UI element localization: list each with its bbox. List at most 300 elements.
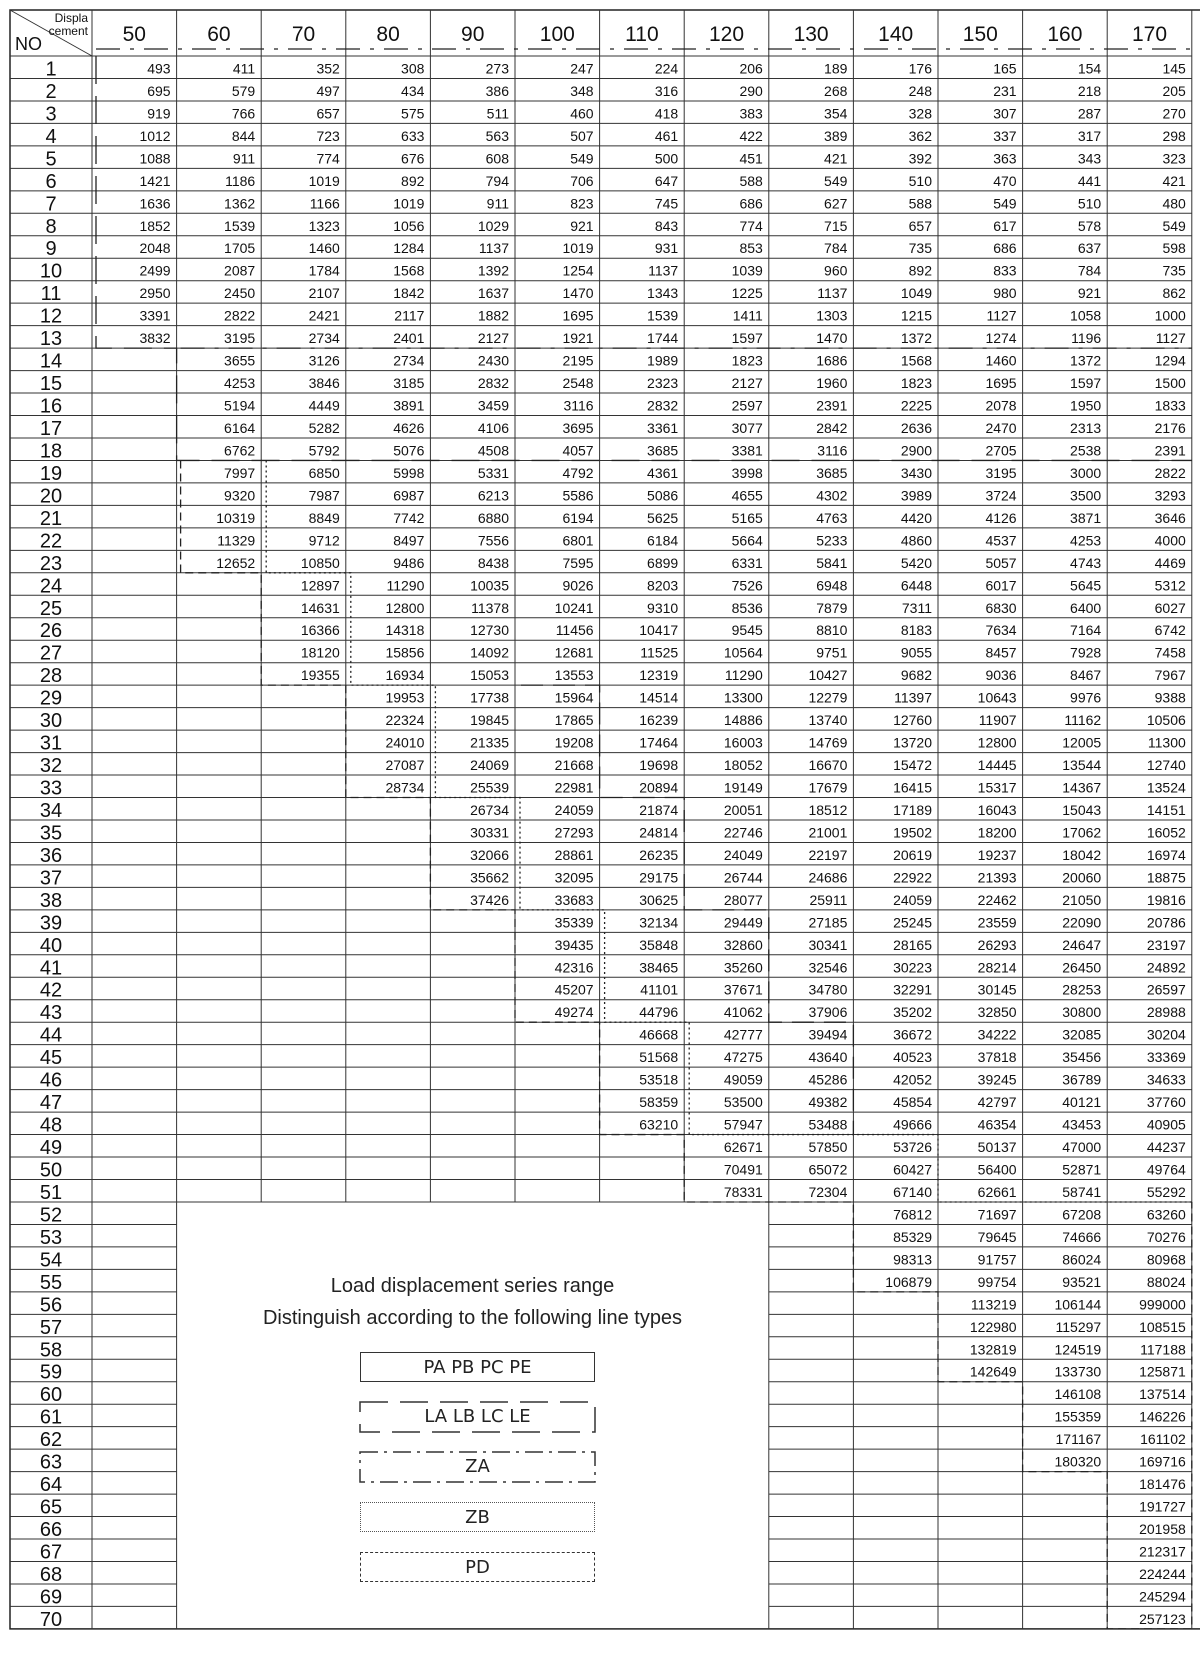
table-cell: 24069 <box>470 757 509 774</box>
row-number: 53 <box>39 1226 63 1249</box>
table-cell: 383 <box>739 105 763 122</box>
table-cell: 2822 <box>1154 464 1186 481</box>
table-cell: 12319 <box>639 667 679 684</box>
table-cell: 26450 <box>1062 959 1102 976</box>
row-number: 40 <box>39 934 63 957</box>
table-cell: 980 <box>993 285 1017 302</box>
table-cell: 28253 <box>1062 981 1102 998</box>
table-cell: 65072 <box>808 1161 848 1178</box>
row-number: 17 <box>39 417 63 440</box>
table-cell: 19502 <box>893 824 932 841</box>
table-cell: 39494 <box>808 1026 848 1043</box>
table-cell: 1137 <box>817 285 848 302</box>
table-cell: 1196 <box>1071 330 1102 347</box>
table-cell: 23197 <box>1146 936 1186 953</box>
table-cell: 11300 <box>1147 734 1186 751</box>
table-cell: 1833 <box>1154 397 1186 414</box>
row-number: 4 <box>45 125 57 148</box>
table-cell: 7595 <box>562 554 594 571</box>
table-cell: 386 <box>485 82 509 99</box>
table-cell: 6987 <box>393 487 425 504</box>
table-cell: 1225 <box>731 285 763 302</box>
row-number: 32 <box>39 755 63 778</box>
table-cell: 421 <box>824 150 848 167</box>
table-cell: 106144 <box>1054 1296 1102 1313</box>
table-cell: 1421 <box>139 172 171 189</box>
table-cell: 2900 <box>900 442 932 459</box>
table-cell: 461 <box>654 127 679 144</box>
table-cell: 14092 <box>470 644 509 661</box>
table-cell: 11290 <box>386 577 425 594</box>
table-cell: 1215 <box>900 307 932 324</box>
table-cell: 270 <box>1162 105 1186 122</box>
table-cell: 549 <box>570 150 594 167</box>
table-cell: 3500 <box>1070 487 1102 504</box>
table-cell: 507 <box>570 127 594 144</box>
row-number: 42 <box>39 979 63 1002</box>
table-cell: 745 <box>654 195 679 212</box>
table-cell: 10417 <box>639 622 679 639</box>
table-cell: 21335 <box>470 734 509 751</box>
table-cell: 411 <box>232 60 256 77</box>
table-cell: 93521 <box>1062 1273 1102 1290</box>
table-cell: 9310 <box>647 599 679 616</box>
table-cell: 7987 <box>308 487 340 504</box>
table-cell: 12279 <box>808 689 848 706</box>
table-cell: 2548 <box>562 375 594 392</box>
table-cell: 784 <box>824 240 848 257</box>
row-number: 45 <box>39 1047 63 1070</box>
table-cell: 12681 <box>554 644 594 661</box>
table-cell: 32095 <box>554 869 594 886</box>
table-cell: 460 <box>570 105 594 122</box>
table-cell: 9388 <box>1154 689 1186 706</box>
table-cell: 706 <box>570 172 594 189</box>
column-header: 160 <box>1047 23 1083 46</box>
table-cell: 7928 <box>1070 644 1102 661</box>
table-cell: 63260 <box>1146 1206 1186 1223</box>
table-cell: 549 <box>993 195 1017 212</box>
table-cell: 2401 <box>393 330 425 347</box>
table-cell: 257123 <box>1139 1610 1186 1627</box>
table-cell: 1823 <box>900 375 932 392</box>
table-cell: 3116 <box>817 442 848 459</box>
table-cell: 2430 <box>477 352 509 369</box>
table-cell: 563 <box>485 127 509 144</box>
table-cell: 1362 <box>224 195 256 212</box>
table-cell: 224 <box>654 60 679 77</box>
table-cell: 19816 <box>1146 891 1186 908</box>
table-cell: 24059 <box>554 801 594 818</box>
table-cell: 16934 <box>385 667 425 684</box>
row-number: 25 <box>39 597 63 620</box>
table-cell: 133730 <box>1054 1363 1102 1380</box>
row-number: 15 <box>39 373 63 396</box>
row-number: 59 <box>39 1361 63 1384</box>
table-cell: 14514 <box>639 689 679 706</box>
table-cell: 35202 <box>893 1004 932 1021</box>
table-cell: 15317 <box>977 779 1017 796</box>
table-cell: 686 <box>739 195 763 212</box>
table-cell: 647 <box>654 172 679 189</box>
row-number: 46 <box>39 1069 63 1092</box>
table-cell: 58741 <box>1062 1183 1102 1200</box>
table-cell: 1597 <box>731 330 763 347</box>
row-number: 37 <box>39 867 63 890</box>
table-cell: 34780 <box>808 981 848 998</box>
table-cell: 6213 <box>477 487 509 504</box>
table-cell: 578 <box>1077 217 1102 234</box>
table-cell: 26235 <box>639 846 679 863</box>
table-cell: 1056 <box>393 217 425 234</box>
table-cell: 362 <box>908 127 932 144</box>
row-number: 43 <box>39 1002 63 1025</box>
table-cell: 921 <box>570 217 594 234</box>
table-cell: 637 <box>1077 240 1102 257</box>
table-cell: 28734 <box>385 779 425 796</box>
table-cell: 1784 <box>308 262 340 279</box>
table-cell: 844 <box>231 127 256 144</box>
legend-dash-gap-line: LA LB LC LE <box>424 1406 531 1427</box>
table-cell: 8467 <box>1070 667 1102 684</box>
table-cell: 1744 <box>647 330 679 347</box>
table-cell: 3381 <box>731 442 763 459</box>
table-cell: 24647 <box>1062 936 1102 953</box>
table-cell: 5076 <box>393 442 425 459</box>
table-cell: 27185 <box>808 914 848 931</box>
table-cell: 1274 <box>985 330 1017 347</box>
table-cell: 15472 <box>893 757 932 774</box>
row-number: 24 <box>39 575 63 598</box>
table-cell: 2734 <box>393 352 425 369</box>
table-cell: 500 <box>654 150 679 167</box>
table-cell: 60427 <box>893 1161 932 1178</box>
table-cell: 1921 <box>562 330 594 347</box>
column-header: 120 <box>708 23 745 46</box>
table-cell: 290 <box>739 82 763 99</box>
table-cell: 13300 <box>723 689 763 706</box>
table-cell: 1705 <box>224 240 256 257</box>
table-cell: 231 <box>993 82 1017 99</box>
table-cell: 108515 <box>1139 1318 1186 1335</box>
table-cell: 6184 <box>647 532 679 549</box>
table-cell: 39245 <box>977 1071 1017 1088</box>
table-cell: 4420 <box>900 509 932 526</box>
table-cell: 125871 <box>1139 1363 1186 1380</box>
table-cell: 10564 <box>723 644 763 661</box>
table-cell: 317 <box>1077 127 1102 144</box>
table-cell: 42316 <box>554 959 594 976</box>
table-cell: 27087 <box>385 757 425 774</box>
table-cell: 9976 <box>1070 689 1102 706</box>
table-cell: 26744 <box>723 869 763 886</box>
table-cell: 392 <box>908 150 932 167</box>
table-cell: 510 <box>908 172 932 189</box>
table-cell: 11907 <box>978 712 1017 729</box>
table-cell: 14769 <box>808 734 848 751</box>
table-cell: 19698 <box>639 757 679 774</box>
table-cell: 155359 <box>1054 1408 1102 1425</box>
table-cell: 53518 <box>639 1071 679 1088</box>
table-cell: 3891 <box>393 397 425 414</box>
table-cell: 6850 <box>308 464 340 481</box>
table-cell: 1019 <box>393 195 425 212</box>
table-cell: 50137 <box>977 1139 1017 1156</box>
table-cell: 245294 <box>1139 1588 1186 1605</box>
table-cell: 37906 <box>808 1004 848 1021</box>
table-cell: 10241 <box>554 599 594 616</box>
table-cell: 14367 <box>1062 779 1102 796</box>
table-cell: 549 <box>824 172 848 189</box>
table-cell: 911 <box>486 195 509 212</box>
table-cell: 287 <box>1077 105 1102 122</box>
table-cell: 5792 <box>308 442 340 459</box>
table-cell: 30800 <box>1062 1004 1102 1021</box>
table-cell: 4469 <box>1154 554 1186 571</box>
table-cell: 22922 <box>893 869 932 886</box>
table-cell: 32546 <box>808 959 848 976</box>
row-number: 8 <box>45 215 57 238</box>
table-cell: 205 <box>1162 82 1186 99</box>
table-cell: 42797 <box>977 1094 1017 1111</box>
table-cell: 106879 <box>885 1273 932 1290</box>
table-cell: 1539 <box>224 217 256 234</box>
table-cell: 28214 <box>977 959 1017 976</box>
table-cell: 30341 <box>808 936 848 953</box>
table-cell: 16003 <box>723 734 763 751</box>
row-number: 21 <box>39 507 63 530</box>
table-cell: 2832 <box>477 375 509 392</box>
table-cell: 4537 <box>985 532 1017 549</box>
table-cell: 9751 <box>816 644 848 661</box>
table-cell: 2636 <box>900 419 932 436</box>
table-cell: 6448 <box>900 577 932 594</box>
table-cell: 146108 <box>1054 1386 1102 1403</box>
row-number: 33 <box>39 777 63 800</box>
table-cell: 212317 <box>1139 1543 1186 1560</box>
table-cell: 511 <box>486 105 509 122</box>
table-cell: 12740 <box>1146 757 1186 774</box>
table-cell: 20619 <box>893 846 932 863</box>
table-cell: 354 <box>824 105 848 122</box>
table-cell: 36672 <box>893 1026 932 1043</box>
legend-solid-line: PA PB PC PE <box>360 1352 595 1382</box>
table-cell: 67208 <box>1062 1206 1102 1223</box>
table-cell: 16052 <box>1146 824 1186 841</box>
table-cell: 5625 <box>647 509 679 526</box>
table-cell: 6400 <box>1070 599 1102 616</box>
table-cell: 154 <box>1077 60 1102 77</box>
table-cell: 1372 <box>1070 352 1102 369</box>
table-cell: 41062 <box>723 1004 763 1021</box>
table-cell: 17679 <box>808 779 848 796</box>
table-cell: 1460 <box>985 352 1017 369</box>
table-cell: 14151 <box>1146 801 1186 818</box>
table-cell: 55292 <box>1146 1183 1186 1200</box>
table-cell: 19355 <box>300 667 340 684</box>
table-cell: 22197 <box>808 846 848 863</box>
table-cell: 42777 <box>723 1026 763 1043</box>
table-cell: 3185 <box>393 375 425 392</box>
table-cell: 633 <box>401 127 425 144</box>
table-cell: 44237 <box>1146 1139 1186 1156</box>
table-cell: 784 <box>1077 262 1102 279</box>
table-cell: 37760 <box>1146 1094 1186 1111</box>
table-cell: 363 <box>993 150 1017 167</box>
table-cell: 4860 <box>900 532 932 549</box>
table-cell: 418 <box>654 105 679 122</box>
table-cell: 5586 <box>562 487 594 504</box>
table-cell: 30223 <box>893 959 932 976</box>
row-number: 49 <box>39 1137 63 1160</box>
table-cell: 35260 <box>723 959 763 976</box>
table-cell: 579 <box>231 82 256 99</box>
table-cell: 7742 <box>393 509 425 526</box>
table-cell: 421 <box>1162 172 1186 189</box>
table-cell: 11456 <box>555 622 594 639</box>
table-cell: 5664 <box>731 532 763 549</box>
table-cell: 3391 <box>139 307 171 324</box>
table-cell: 735 <box>1162 262 1186 279</box>
row-number: 65 <box>39 1496 63 1519</box>
table-cell: 1372 <box>900 330 932 347</box>
table-cell: 20060 <box>1062 869 1102 886</box>
row-number: 39 <box>39 912 63 935</box>
table-cell: 88024 <box>1146 1273 1186 1290</box>
table-cell: 46668 <box>639 1026 679 1043</box>
table-cell: 13553 <box>554 667 594 684</box>
table-cell: 24892 <box>1146 959 1186 976</box>
table-cell: 4126 <box>985 509 1017 526</box>
table-cell: 307 <box>993 105 1017 122</box>
table-cell: 4655 <box>731 487 763 504</box>
table-cell: 2087 <box>224 262 256 279</box>
table-cell: 1029 <box>477 217 509 234</box>
table-cell: 12652 <box>216 554 256 571</box>
table-cell: 853 <box>739 240 763 257</box>
table-cell: 6742 <box>1154 622 1186 639</box>
table-cell: 39435 <box>554 936 594 953</box>
table-cell: 12005 <box>1062 734 1102 751</box>
row-number: 6 <box>45 170 57 193</box>
table-cell: 3646 <box>1154 509 1186 526</box>
table-cell: 8457 <box>985 644 1017 661</box>
table-cell: 16043 <box>977 801 1017 818</box>
table-cell: 1284 <box>393 240 425 257</box>
table-cell: 99754 <box>977 1273 1017 1290</box>
table-cell: 28988 <box>1146 1004 1186 1021</box>
row-number: 66 <box>39 1519 63 1542</box>
table-cell: 2832 <box>647 397 679 414</box>
table-cell: 7164 <box>1070 622 1102 639</box>
table-cell: 4361 <box>647 464 679 481</box>
table-cell: 52871 <box>1062 1161 1102 1178</box>
table-cell: 8497 <box>393 532 425 549</box>
table-cell: 37426 <box>470 891 509 908</box>
table-cell: 4106 <box>477 419 509 436</box>
table-cell: 18512 <box>808 801 848 818</box>
table-cell: 27293 <box>554 824 594 841</box>
table-cell: 35339 <box>554 914 594 931</box>
table-cell: 1695 <box>562 307 594 324</box>
table-cell: 695 <box>147 82 171 99</box>
legend-title: Load displacement series range <box>330 1275 615 1297</box>
table-cell: 323 <box>1162 150 1186 167</box>
table-cell: 57947 <box>723 1116 763 1133</box>
table-cell: 2048 <box>139 240 171 257</box>
table-cell: 165 <box>993 60 1017 77</box>
table-cell: 2950 <box>139 285 171 302</box>
table-cell: 2195 <box>562 352 594 369</box>
table-cell: 3000 <box>1070 464 1102 481</box>
table-cell: 33683 <box>554 891 594 908</box>
row-number: 57 <box>39 1316 63 1339</box>
table-cell: 34222 <box>977 1026 1017 1043</box>
table-cell: 2705 <box>985 442 1017 459</box>
table-cell: 9682 <box>900 667 932 684</box>
row-number: 29 <box>39 687 63 710</box>
table-cell: 53500 <box>723 1094 763 1111</box>
legend-dash-dot-line: ZA <box>465 1456 490 1477</box>
table-cell: 1000 <box>1154 307 1186 324</box>
table-cell: 37818 <box>977 1049 1017 1066</box>
table-cell: 3871 <box>1070 509 1102 526</box>
table-cell: 115297 <box>1055 1318 1102 1335</box>
table-cell: 2176 <box>1154 419 1186 436</box>
table-cell: 348 <box>570 82 594 99</box>
table-cell: 480 <box>1162 195 1186 212</box>
table-cell: 5420 <box>900 554 932 571</box>
table-cell: 657 <box>316 105 340 122</box>
row-number: 64 <box>39 1474 63 1497</box>
table-cell: 6801 <box>562 532 594 549</box>
table-cell: 191727 <box>1139 1498 1186 1515</box>
table-cell: 1411 <box>732 307 763 324</box>
table-cell: 22324 <box>385 712 425 729</box>
table-cell: 7634 <box>985 622 1017 639</box>
row-number: 28 <box>39 665 63 688</box>
table-cell: 1695 <box>985 375 1017 392</box>
table-cell: 45854 <box>893 1094 932 1111</box>
table-cell: 189 <box>824 60 848 77</box>
table-cell: 137514 <box>1139 1386 1186 1403</box>
table-cell: 8438 <box>477 554 509 571</box>
table-cell: 3846 <box>308 375 340 392</box>
table-cell: 273 <box>485 60 509 77</box>
table-cell: 9545 <box>731 622 763 639</box>
table-cell: 13524 <box>1146 779 1186 796</box>
table-cell: 32860 <box>723 936 763 953</box>
table-cell: 6948 <box>816 577 848 594</box>
table-cell: 15053 <box>470 667 509 684</box>
table-cell: 1637 <box>477 285 509 302</box>
row-number: 20 <box>39 485 63 508</box>
table-cell: 11290 <box>724 667 763 684</box>
table-cell: 5282 <box>308 419 340 436</box>
table-cell: 2391 <box>1154 442 1186 459</box>
table-cell: 85329 <box>893 1228 932 1245</box>
table-cell: 6027 <box>1154 599 1186 616</box>
table-cell: 5233 <box>816 532 848 549</box>
table-cell: 28077 <box>723 891 763 908</box>
table-cell: 21668 <box>554 757 594 774</box>
table-cell: 1294 <box>1154 352 1186 369</box>
table-cell: 74666 <box>1062 1228 1102 1245</box>
table-cell: 794 <box>485 172 509 189</box>
table-cell: 8810 <box>816 622 848 639</box>
table-cell: 79645 <box>977 1228 1017 1245</box>
table-cell: 2597 <box>731 397 763 414</box>
